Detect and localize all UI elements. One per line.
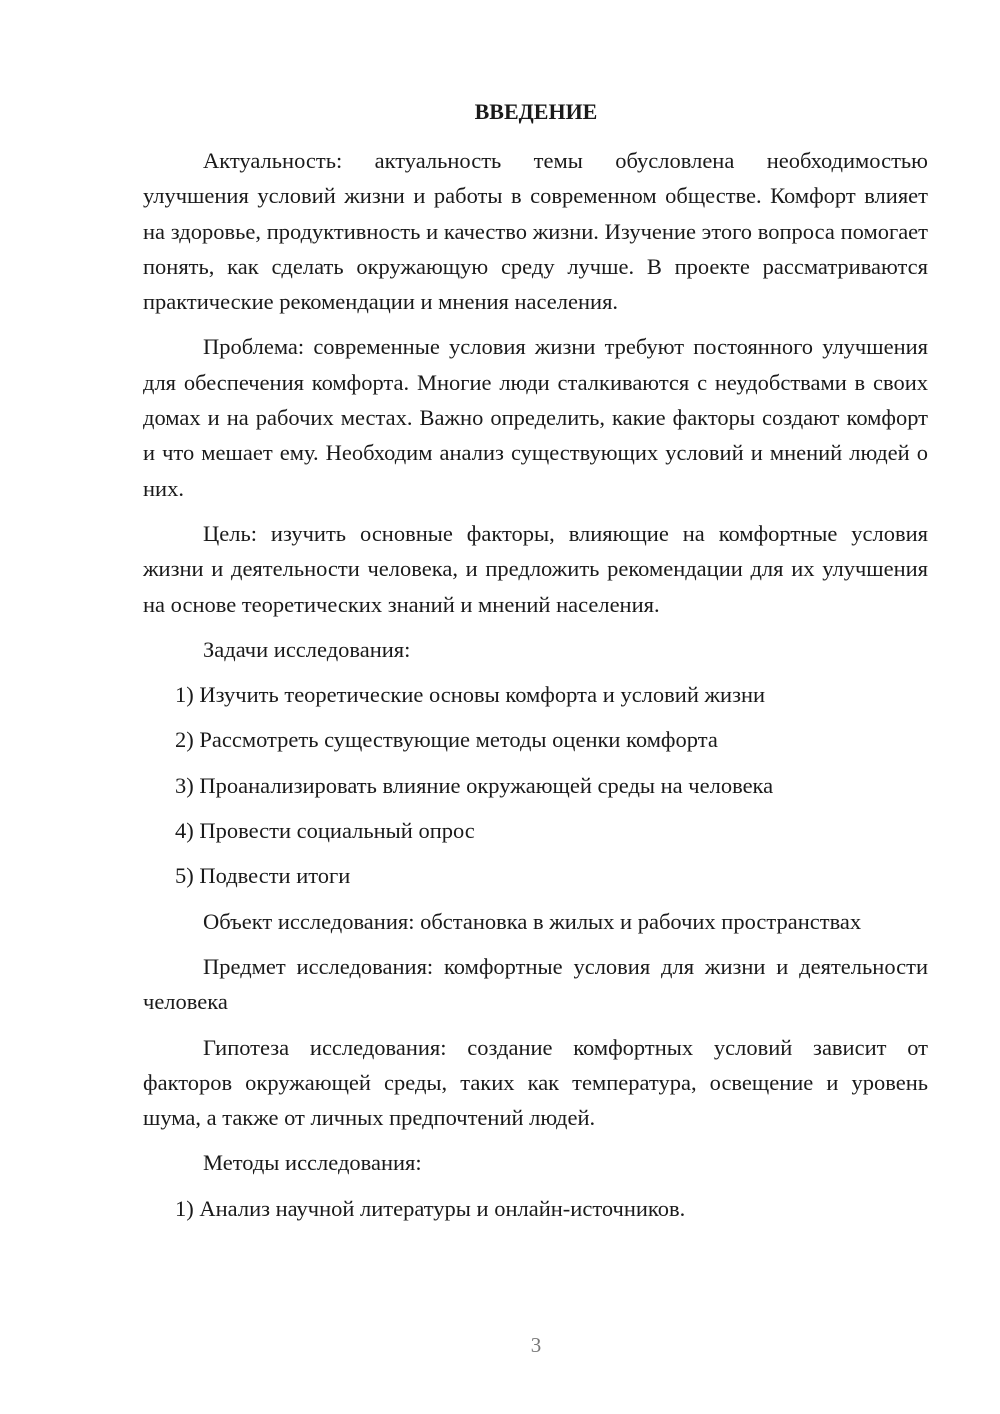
- page-number: 3: [530, 1333, 542, 1357]
- object-paragraph: Объект исследования: обстановка в жилых и рабочих пространствах: [203, 908, 862, 934]
- methods-heading: Методы исследования:: [203, 1150, 422, 1176]
- task-item: 2) Рассмотреть существующие методы оценки комфорта: [175, 727, 718, 753]
- task-item: 4) Провести социальный опрос: [175, 818, 475, 844]
- hypothesis-paragraph: Гипотеза исследования: создание комфортных условий зависит от факторов окружающей среды, таких как температура, освещение и уровень шума, а также от личных предпочтений людей.: [143, 1034, 928, 1131]
- relevance-paragraph: Актуальность: актуальность темы обусловлена необходимостью улучшения условий жизни и работы в современном обществе. Комфорт влияет на здоровье, продуктивность и качество жизни. Изучение этого вопроса помогает понять, как сделать окружающую среду лучше. В проекте рассматриваются практические рекомендации и мнения населения.: [143, 148, 928, 315]
- method-item: 1) Анализ научной литературы и онлайн-источников.: [175, 1195, 686, 1221]
- task-item: 3) Проанализировать влияние окружающей среды на человека: [175, 772, 774, 798]
- task-item: 1) Изучить теоретические основы комфорта и условий жизни: [175, 682, 766, 708]
- problem-paragraph: Проблема: современные условия жизни требуют постоянного улучшения для обеспечения комфорта. Многие люди сталкиваются с неудобствами в своих домах и на рабочих местах. Важно определить, какие факторы создают комфорт и что мешает ему. Необходим анализ существующих условий и мнений людей о них.: [143, 334, 928, 501]
- tasks-heading: Задачи исследования:: [203, 636, 411, 662]
- goal-paragraph: Цель: изучить основные факторы, влияющие на комфортные условия жизни и деятельности человека, и предложить рекомендации для их улучшения на основе теоретических знаний и мнений населения.: [143, 520, 928, 617]
- subject-paragraph: Предмет исследования: комфортные условия для жизни и деятельности человека: [143, 953, 928, 1015]
- page-title: ВВЕДЕНИЕ: [474, 99, 598, 124]
- task-item: 5) Подвести итоги: [175, 863, 351, 889]
- document-body: [143, 143, 928, 1236]
